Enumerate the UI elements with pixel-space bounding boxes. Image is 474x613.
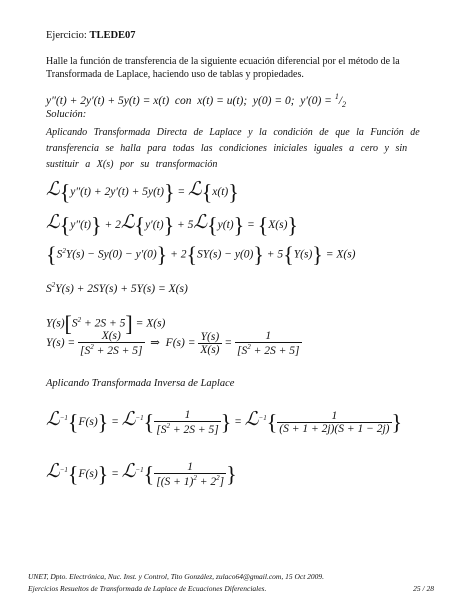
- exercise-title: [46, 30, 136, 41]
- problem-statement: Halle la función de transferencia de la siguiente ecuación diferencial por el método de la Transformada de Laplace, haciendo uso de tablas y propiedades.: [46, 56, 400, 80]
- inverse-laplace-equation: ℒ$^{-1}${F(s)} = ℒ$^{-1}${ $\frac{1}{[S^2 + 2S + 5]}$ } = ℒ$^{-1}${ $\frac{1}{(S + 1 + 2j)(S + 1 - 2j)}$ }: [46, 408, 403, 436]
- exercise-code: TLEDE07: [89, 30, 136, 41]
- completed-square-equation: ℒ$^{-1}${F(s)} = ℒ$^{-1}${ $\frac{1}{[(S + 1)^2 + 2^2]}$ }: [46, 460, 237, 488]
- footer-line-2: Ejercicios Resueltos de Transformada de Laplace de Ecuaciones Diferenciales.: [28, 584, 267, 593]
- page-number: 25 / 28: [413, 584, 434, 593]
- inverse-transform-label: Aplicando Transformada Inversa de Laplace: [46, 378, 235, 389]
- derivative-substitution-equation: $\{S^2Y(s) - Sy(0) - y'(0)\} + 2\{SY(s) - y(0)\} + 5\{Y(s)\} = X(s)$: [46, 242, 356, 267]
- solution-description: Aplicando Transformada Directa de Laplace y la condición de que la Función de transferencia se halla para todas las condiciones iniciales iguales a cero y sin sustituir a X(s) por su transformación: [46, 127, 420, 170]
- solution-label: Solución:: [46, 109, 87, 120]
- laplace-transform-equation: ℒ{y″(t) + 2y′(t) + 5y(t)} = ℒ{x(t)}: [46, 178, 239, 205]
- footer-line-1: UNET, Dpto. Electrónica, Nuc. Inst. y Control, Tito González, zulaco64@gmail.com, 15 Oct 2009.: [28, 572, 325, 581]
- exercise-label: Ejercicio:: [46, 30, 87, 41]
- linearity-equation: ℒ{y″(t)} + 2ℒ{y′(t)} + 5ℒ{y(t)} = {X(s)}: [46, 211, 298, 238]
- differential-equation: y″(t) + 2y′(t) + 5y(t) = x(t) con x(t) = u(t); y(0) = 0; $y'(0) = ^1/_2$: [46, 92, 347, 110]
- simplified-equation: $S^2Y(s) + 2SY(s) + 5Y(s) = X(s)$: [46, 281, 188, 295]
- factored-equation: $Y(s)[S^2 + 2S + 5] = X(s)$: [46, 311, 166, 336]
- transfer-function-equation: Y(s) = $\frac{X(s)}{[S^2 + 2S + 5]}$ ⇒ F(s) = $\frac{Y(s)}{X(s)}$ = $\frac{1}{[S^2 + 2S + 5]}$: [46, 330, 300, 357]
